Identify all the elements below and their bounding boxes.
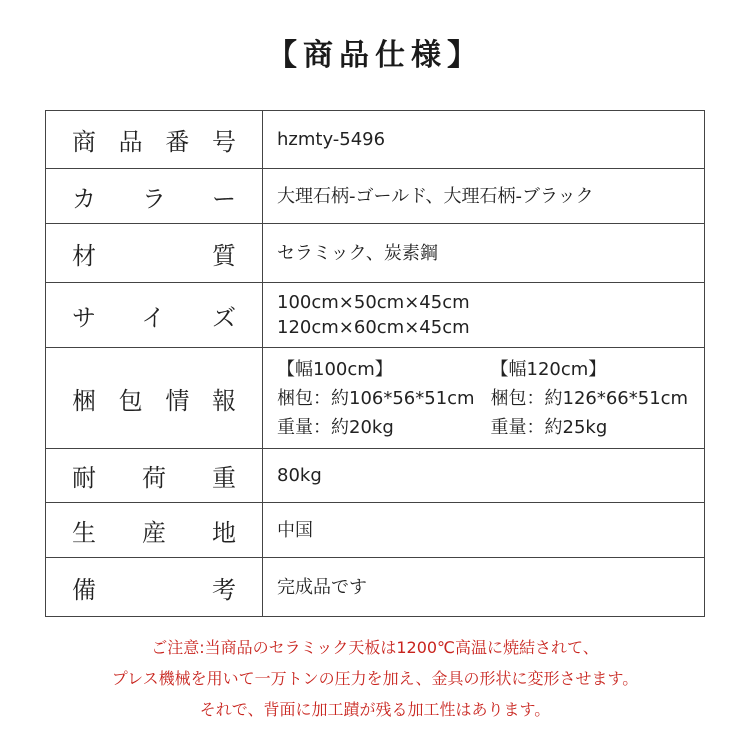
- label-color: カラー: [46, 169, 263, 224]
- packing-heading: 【幅120cm】: [490, 358, 607, 380]
- table-row: [46, 503, 705, 558]
- packing-heading: 【幅100cm】: [277, 358, 393, 380]
- label-origin: 生産地: [46, 503, 263, 558]
- packing-weight: 重量：約25kg: [490, 416, 608, 438]
- size-line: 120cm×60cm×45cm: [277, 317, 470, 338]
- table-row: [46, 111, 705, 169]
- label-load: 耐荷重: [46, 449, 263, 503]
- table-row: [46, 449, 705, 503]
- packing-weight: 重量：約20kg: [277, 416, 394, 438]
- label-packing: 梱包情報: [46, 348, 263, 449]
- table-row: [46, 348, 705, 449]
- packing-box: 梱包：約106*56*51cm: [277, 387, 475, 409]
- value-material: セラミック、炭素鋼: [263, 224, 705, 283]
- packing-box: 梱包：約126*66*51cm: [490, 387, 689, 409]
- packing-columns: [277, 355, 704, 442]
- value-size: [263, 283, 705, 348]
- table-row: [46, 283, 705, 348]
- value-packing: [263, 348, 705, 449]
- label-remarks: 備考: [46, 558, 263, 617]
- notice-line: ご注意:当商品のセラミック天板は1200℃高温に焼結されて、: [151, 638, 599, 657]
- value-origin: 中国: [263, 503, 705, 558]
- label-product-number: 商品番号: [46, 111, 263, 169]
- value-color: 大理石柄-ゴールド、大理石柄-ブラック: [263, 169, 705, 224]
- notice: [0, 632, 750, 725]
- label-material: 材質: [46, 224, 263, 283]
- value-remarks: 完成品です: [263, 558, 705, 617]
- table-row: [46, 224, 705, 283]
- table-row: [46, 558, 705, 617]
- notice-line: それで、背面に加工蹟が残る加工性はあります。: [199, 700, 551, 719]
- label-size: サイズ: [46, 283, 263, 348]
- packing-column-120: [491, 355, 705, 442]
- notice-line: プレス機械を用いて一万トンの圧力を加え、金具の形状に変形させます。: [111, 669, 639, 688]
- value-product-number: hzmty-5496: [263, 111, 705, 169]
- value-load: 80kg: [263, 449, 705, 503]
- page-title: 【商品仕様】: [267, 38, 483, 73]
- size-line: 100cm×50cm×45cm: [277, 292, 470, 313]
- packing-column-100: [277, 355, 491, 442]
- spec-table: [45, 110, 705, 617]
- table-row: [46, 169, 705, 224]
